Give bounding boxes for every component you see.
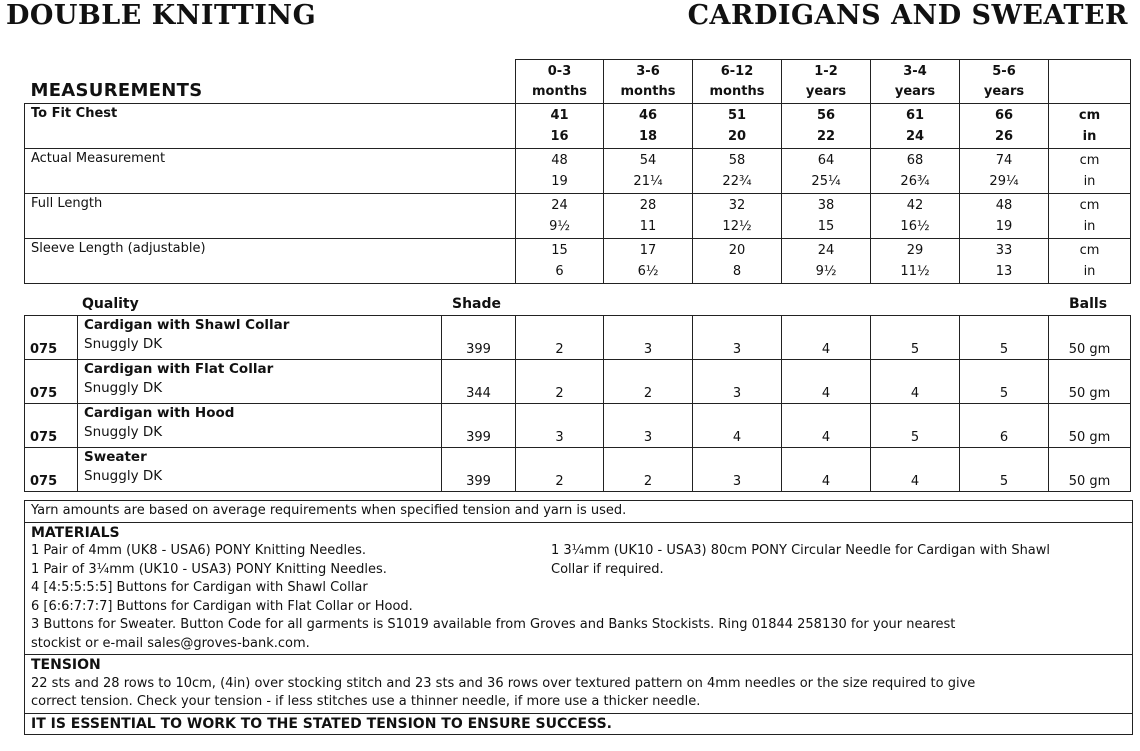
measurement-value: 42 16½ — [871, 194, 960, 239]
size-header: 3-6 months — [604, 60, 693, 104]
measurement-value: 17 6½ — [604, 239, 693, 284]
ball-count: 5 — [871, 404, 960, 448]
ball-unit: 50 gm — [1049, 360, 1131, 404]
size-header-row — [25, 60, 1131, 104]
measurement-value: 20 8 — [693, 239, 782, 284]
ball-count: 3 — [516, 404, 604, 448]
ball-count: 5 — [871, 316, 960, 360]
ball-count: 2 — [516, 316, 604, 360]
measurement-value: 64 25¼ — [782, 149, 871, 194]
measurement-unit: cm in — [1049, 239, 1131, 284]
materials-item: 1 Pair of 4mm (UK8 - USA6) PONY Knitting Needles. — [31, 543, 366, 558]
tension-text: 22 sts and 28 rows to 10cm, (4in) over stocking stitch and 23 sts and 36 rows over textured pattern on 4mm needles or the size required to give — [31, 675, 976, 691]
garment-name: Cardigan with Shawl Collar — [84, 317, 290, 333]
yarn-code: 075 — [25, 448, 78, 492]
garment-description — [78, 404, 442, 448]
ball-unit: 50 gm — [1049, 448, 1131, 492]
measurement-row — [25, 104, 1131, 149]
measurement-label: Sleeve Length (adjustable) — [25, 239, 516, 284]
measurement-value: 24 9½ — [516, 194, 604, 239]
ball-count: 5 — [960, 316, 1049, 360]
measurement-value: 15 6 — [516, 239, 604, 284]
measurement-unit: cm in — [1049, 194, 1131, 239]
measurement-value: 33 13 — [960, 239, 1049, 284]
measurement-value: 24 9½ — [782, 239, 871, 284]
measurement-row — [25, 149, 1131, 194]
notes-box — [24, 500, 1133, 735]
measurements-table — [24, 59, 1131, 284]
materials-section — [25, 523, 1132, 656]
measurement-value: 61 24 — [871, 104, 960, 149]
measurement-value: 46 18 — [604, 104, 693, 149]
measurement-value: 58 22¾ — [693, 149, 782, 194]
size-header: 0-3 months — [516, 60, 604, 104]
yarn-row — [25, 404, 1131, 448]
ball-unit: 50 gm — [1049, 404, 1131, 448]
garment-description — [78, 448, 442, 492]
measurement-value: 28 11 — [604, 194, 693, 239]
yarn-code: 075 — [25, 360, 78, 404]
ball-count: 2 — [516, 360, 604, 404]
measurement-row — [25, 194, 1131, 239]
measurement-value: 68 26¾ — [871, 149, 960, 194]
ball-count: 4 — [871, 448, 960, 492]
yarn-row — [25, 360, 1131, 404]
shade-code: 399 — [442, 404, 516, 448]
ball-count: 4 — [693, 404, 782, 448]
yarn-code: 075 — [25, 316, 78, 360]
materials-item: 3 Buttons for Sweater. Button Code for all garments is S1019 available from Groves and Banks Stockists. Ring 01844 258130 for your nearest — [31, 617, 956, 632]
yarn-table — [24, 315, 1131, 492]
garment-name: Cardigan with Flat Collar — [84, 361, 274, 377]
header-title-right: CARDIGANS AND SWEATER — [687, 0, 1128, 31]
shade-label: Shade — [452, 296, 502, 312]
tension-section — [25, 655, 1132, 714]
quality-label: Quality — [82, 296, 139, 312]
ball-count: 4 — [782, 316, 871, 360]
garment-name: Sweater — [84, 449, 147, 465]
measurement-row — [25, 239, 1131, 284]
measurements-title-cell — [25, 60, 516, 104]
materials-title: MATERIALS — [31, 524, 120, 541]
tension-title: TENSION — [31, 657, 101, 673]
ball-count: 4 — [871, 360, 960, 404]
garment-description — [78, 316, 442, 360]
ball-unit: 50 gm — [1049, 316, 1131, 360]
ball-count: 2 — [604, 360, 693, 404]
ball-count: 6 — [960, 404, 1049, 448]
shade-code: 399 — [442, 316, 516, 360]
ball-count: 3 — [604, 316, 693, 360]
ball-count: 5 — [960, 360, 1049, 404]
ball-count: 3 — [693, 316, 782, 360]
measurement-value: 56 22 — [782, 104, 871, 149]
materials-item: 1 3¼mm (UK10 - USA3) 80cm PONY Circular Needle for Cardigan with Shawl — [551, 543, 1051, 558]
measurement-value: 29 11½ — [871, 239, 960, 284]
yarn-amounts-note: Yarn amounts are based on average requirements when specified tension and yarn is used. — [25, 501, 1132, 523]
size-header: 1-2 years — [782, 60, 871, 104]
measurement-label: Full Length — [25, 194, 516, 239]
yarn-name: Snuggly DK — [84, 424, 163, 440]
ball-count: 3 — [604, 404, 693, 448]
measurement-unit: cm in — [1049, 104, 1131, 149]
measurement-value: 54 21¼ — [604, 149, 693, 194]
ball-count: 4 — [782, 448, 871, 492]
ball-count: 3 — [693, 448, 782, 492]
header-title-left: DOUBLE KNITTING — [6, 0, 317, 31]
materials-item: 4 [4:5:5:5:5] Buttons for Cardigan with Shawl Collar — [31, 580, 368, 595]
measurement-value: 32 12½ — [693, 194, 782, 239]
tension-text: correct tension. Check your tension - if less stitches use a thinner needle, if more use a thicker needle. — [31, 694, 701, 709]
ball-count: 5 — [960, 448, 1049, 492]
ball-count: 4 — [782, 404, 871, 448]
measurement-label: To Fit Chest — [25, 104, 516, 149]
measurements-title: MEASUREMENTS — [30, 80, 203, 101]
essential-note: IT IS ESSENTIAL TO WORK TO THE STATED TENSION TO ENSURE SUCCESS. — [31, 715, 612, 732]
measurement-value: 51 20 — [693, 104, 782, 149]
materials-item: 1 Pair of 3¼mm (UK10 - USA3) PONY Knitting Needles. — [31, 561, 387, 577]
yarn-name: Snuggly DK — [84, 380, 163, 396]
garment-description — [78, 360, 442, 404]
measurement-value: 74 29¼ — [960, 149, 1049, 194]
yarn-row — [25, 316, 1131, 360]
shade-code: 344 — [442, 360, 516, 404]
size-header: 5-6 years — [960, 60, 1049, 104]
measurement-value: 66 26 — [960, 104, 1049, 149]
balls-label: Balls — [1069, 296, 1108, 312]
measurement-value: 48 19 — [960, 194, 1049, 239]
yarn-name: Snuggly DK — [84, 468, 163, 484]
measurement-unit: cm in — [1049, 149, 1131, 194]
measurement-value: 38 15 — [782, 194, 871, 239]
ball-count: 4 — [782, 360, 871, 404]
materials-columns — [31, 542, 1126, 579]
materials-item: stockist or e-mail sales@groves-bank.com. — [31, 635, 310, 651]
measurement-label: Actual Measurement — [25, 149, 516, 194]
size-header: 3-4 years — [871, 60, 960, 104]
materials-item: 6 [6:6:7:7:7] Buttons for Cardigan with Flat Collar or Hood. — [31, 598, 413, 614]
shade-code: 399 — [442, 448, 516, 492]
measurement-value: 41 16 — [516, 104, 604, 149]
materials-item: Collar if required. — [551, 561, 664, 577]
yarn-row — [25, 448, 1131, 492]
measurement-value: 48 19 — [516, 149, 604, 194]
yarn-name: Snuggly DK — [84, 336, 163, 352]
ball-count: 2 — [604, 448, 693, 492]
garment-name: Cardigan with Hood — [84, 405, 235, 421]
ball-count: 2 — [516, 448, 604, 492]
size-header: 6-12 months — [693, 60, 782, 104]
unit-header — [1049, 60, 1131, 104]
ball-count: 3 — [693, 360, 782, 404]
yarn-code: 075 — [25, 404, 78, 448]
